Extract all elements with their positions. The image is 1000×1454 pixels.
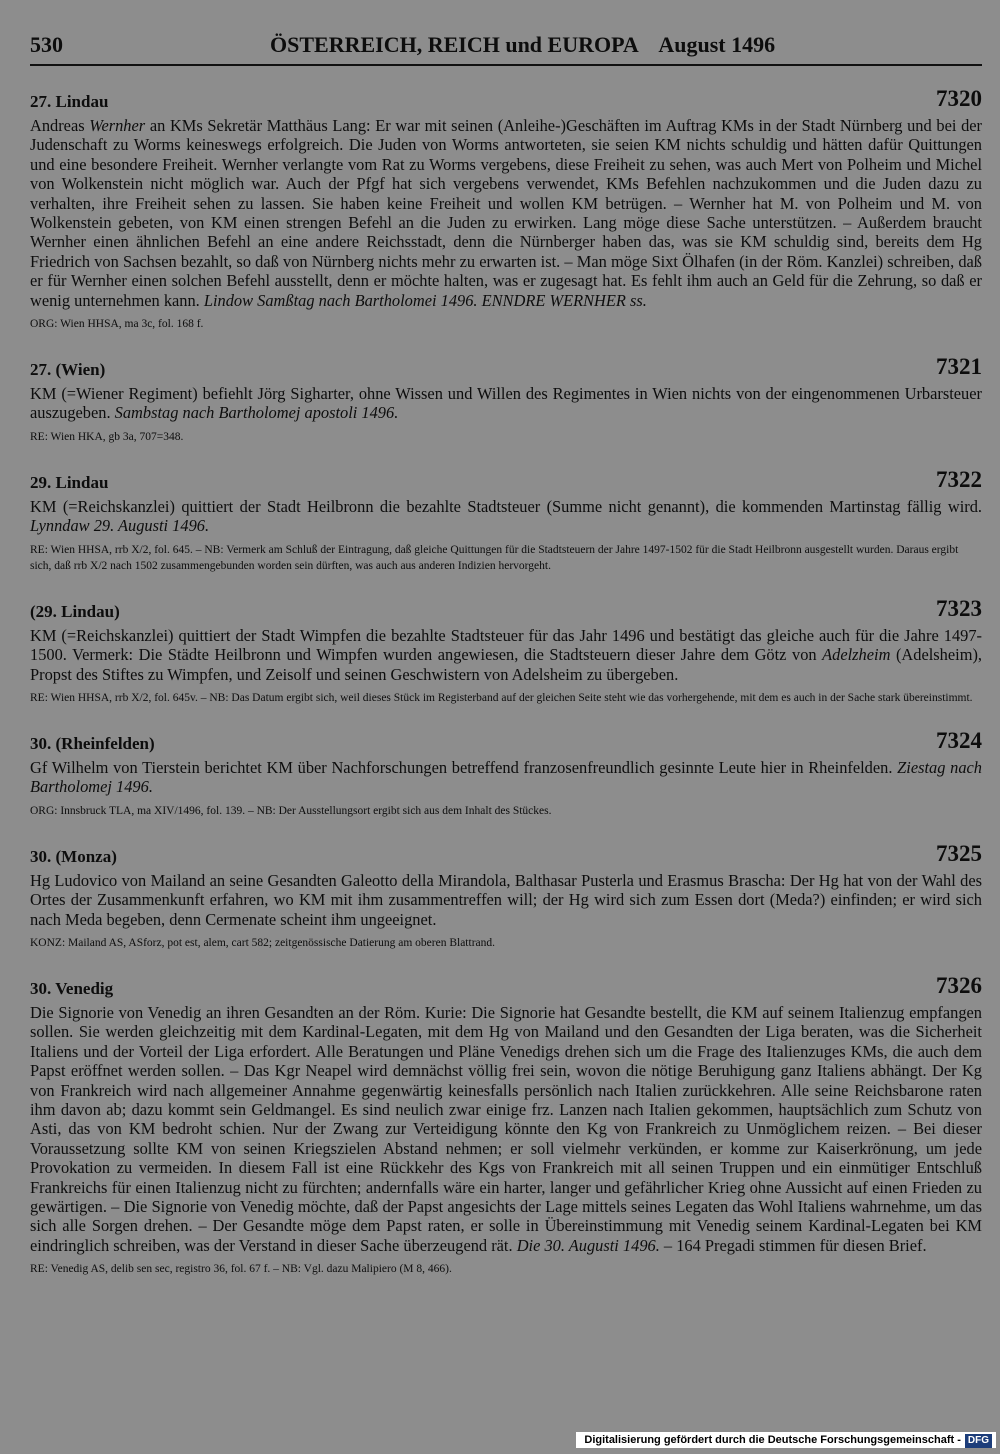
source-note: KONZ: Mailand AS, ASforz, pot est, alem, cart 582; zeitgenössische Datierung am oberen Blattrand. — [30, 936, 495, 949]
entry-heading — [30, 840, 982, 869]
body-text: KM (=Wiener Regiment) befiehlt Jörg Sigharter, ohne Wissen und Willen des Regimentes in Wien nichts von der eingenommenen Urbarsteuer auszugeben. — [30, 384, 982, 423]
body-text: – 164 Pregadi stimmen für diesen Brief. — [659, 1235, 927, 1255]
entry-body — [30, 871, 982, 929]
entries-list — [30, 86, 982, 1303]
page-number: 530 — [30, 32, 63, 57]
entry-date: 30. Venedig — [30, 978, 114, 998]
entry-date: 29. Lindau — [30, 472, 109, 492]
body-text: Gf Wilhelm von Tierstein berichtet KM über Nachforschungen betreffend franzosenfreundlich gesinnte Leute hier in Rheinfelden. — [30, 757, 898, 777]
source-note: RE: Wien HHSA, rrb X/2, fol. 645v. – NB: Das Datum ergibt sich, weil dieses Stück im Registerband auf der gleichen Seite steht wie das vorhergehende, mit dem es auch in der Sache stark übereinstimmt. — [30, 691, 973, 704]
source-note: RE: Venedig AS, delib sen sec, registro 36, fol. 67 f. – NB: Vgl. dazu Malipiero (M 8, 466). — [30, 1263, 452, 1276]
entry-heading — [30, 727, 982, 756]
person-name: Wernher — [89, 116, 146, 135]
dating-formula: Die 30. Augusti 1496. — [516, 1235, 660, 1255]
entry-date: 27. Lindau — [30, 92, 109, 111]
entry-date: 30. (Rheinfelden) — [30, 733, 155, 753]
body-text: an KMs Sekretär Matthäus Lang: Er war mit seinen (Anleihe-)Geschäften im Auftrag KMs in der Stadt Nürnberg und bei der Judenschaft zu Worms keineswegs erfolgreich. Die Juden von Worms antworteten, sie seien KM nichts schuldig und hätten dafür Quittungen und eine besondere Freiheit. Wernher verlangte vom Rat zu Worms vergebens, diese Freiheit zu sehen, was auch Mert von Polheim und Michel von Wolkenstein nicht möglich war. Auch der Pfgf hat sich vergebens verwendet, KMs Befehlen nachzukommen und die Juden dazu zu verhalten, ihre Freiheit sehen zu lassen. Sie haben keine Freiheit und wollen KM betrügen. – Wernher hat M. von Polheim und M. von Wolkenstein gebeten, von KM einen strengen Befehl an die Juden zu erwirken. Lang möge diese Sache unterstützen. – Außerdem braucht Wernher einen ähnlichen Befehl an eine andere Reichsstadt, denn die Nürnberger haben das, was sie KM schuldig sind, bereits dem Hg Friedrich von Sachsen bezahlt, so daß von Nürnberg nichts mehr zu erwarten ist. – Man möge Sixt Ölhafen (in der Röm. Kanzlei) schreiben, daß er für Wernher einen solchen Befehl ausstellt, denn er möchte halten, was er zugesagt hat. Es fehlt ihm auch an Geld für die Zehrung, so daß er wenig unternehmen kann. — [30, 116, 982, 310]
entry-7322 — [30, 466, 982, 574]
entry-body — [30, 384, 982, 423]
entry-number: 7324 — [936, 727, 982, 753]
body-text: Andreas — [30, 116, 90, 135]
entry-number: 7325 — [936, 840, 982, 866]
entry-heading — [30, 354, 982, 382]
page-header — [30, 30, 982, 66]
entry-7320 — [30, 86, 982, 332]
entry-date: 27. (Wien) — [30, 360, 106, 380]
dating-formula: Lindow Samßtag nach Bartholomei 1496. ENNDRE WERNHER ss. — [203, 290, 647, 310]
entry-7326 — [30, 972, 982, 1277]
entry-body — [30, 116, 982, 310]
entry-body — [30, 497, 982, 536]
dating-formula: Sambstag nach Bartholomej apostoli 1496. — [114, 403, 399, 423]
entry-number: 7320 — [936, 86, 982, 111]
body-text: KM (=Reichskanzlei) quittiert der Stadt Wimpfen die bezahlte Stadtsteuer für das Jahr 1496 und bestätigt das gleiche auch für die Jahre 1497-1500. Vermerk: Die Städte Heilbronn und Wimpfen wurden angewiesen, die Stadtsteuern dieser Jahre dem Götz von — [30, 625, 982, 665]
entry-heading — [30, 595, 982, 624]
entry-7321 — [30, 354, 982, 445]
body-text: Hg Ludovico von Mailand an seine Gesandten Galeotto della Mirandola, Balthasar Pusterla und Erasmus Brascha: Der Hg hat von der Wahl des Ortes der Zusammenkunft erfahren, wo KM mit ihm zusammentreffen will; der Hg wird sich zum Essen dort (Meda?) einfinden; er wird sich nach Meda begeben, denn Cermenate scheint ihm ungeeignet. — [30, 870, 982, 929]
entry-number: 7326 — [936, 972, 982, 998]
source-note: ORG: Wien HHSA, ma 3c, fol. 168 f. — [30, 318, 204, 331]
entry-body — [30, 626, 982, 684]
dating-formula: Lynndaw 29. Augusti 1496. — [30, 516, 210, 536]
footer-text: Digitalisierung gefördert durch die Deutsche Forschungsgemeinschaft - — [584, 1434, 961, 1446]
body-text: (Adelsheim), Propst des Stiftes zu Wimpfen, und Zeisolf und seinen Geschwistern von Adelsheim zu übergeben. — [30, 645, 982, 684]
entry-heading — [30, 466, 982, 495]
body-text: KM (=Reichskanzlei) quittiert der Stadt Heilbronn die bezahlte Stadtsteuer (Summe nicht genannt), die kommenden Martinstag fällig wird. — [30, 496, 982, 516]
entry-body — [30, 1003, 982, 1255]
entry-body — [30, 758, 982, 797]
body-text: Die Signorie von Venedig an ihren Gesandten an der Röm. Kurie: Die Signorie hat Gesandte bestellt, die KM auf seinem Italienzug empfangen sollen. Sie werden gleichzeitig mit dem Kardinal-Legaten, mit dem Hg von Mailand und den Gesandten der Liga beraten, was die Sicherheit Italiens und der Vorteil der Liga erfordert. Alle Beratungen und Pläne Venedigs drehen sich um die Frage des Italienzuges KMs, die auch dem Papst eröffnet werden sollen. – Das Kgr Neapel wird demnächst völlig frei sein, wovon die nötige Beruhigung ganz Italiens abhängt. Der Kg von Frankreich wird nach allgemeiner Annahme gegenwärtig keinesfalls persönlich nach Italien zurückkehren. Alle seine Reichsbarone raten ihm davon ab; dazu kommt sein Geldmangel. Es sind neulich zwar einige frz. Lanzen nach Italien gekommen, hauptsächlich zum Schutz von Asti, das von KM bedroht schien. Nur der Zwang zur Verteidigung könnte den Kg von Frankreich zu Unmöglichem reizen. – Bei dieser Voraussetzung sollte KM von seinen Kriegszielen Abstand nehmen; er soll vielmehr verkünden, er komme zur Kaiserkrönung, um jede Provokation zu vermeiden. In diesem Fall ist eine Rückkehr des Kgs von Frankreich mit all seinen Truppen und ein einmütiger Entschluß Frankreichs für einen Italienzug nicht zu fürchten; andernfalls wäre ein harter, langer und gefährlicher Krieg ohne Aussicht auf einen Frieden zu gewärtigen. – Die Signorie von Venedig möchte, daß der Papst angesichts der Lage mittels seines Legaten das Wohl Italiens wahrnehme, um das sich alle Sorgen drehen. – Der Gesandte möge dem Papst raten, er solle in Übereinstimmung mit Venedig seinem Kardinal-Legaten bei KM eindringlich schreiben, was der Verstand in dieser Sache überzeugend rät. — [30, 1002, 982, 1255]
entry-heading — [30, 972, 982, 1001]
entry-date: (29. Lindau) — [30, 601, 120, 621]
entry-number: 7321 — [936, 354, 982, 380]
source-note: ORG: Innsbruck TLA, ma XIV/1496, fol. 139. – NB: Der Ausstellungsort ergibt sich aus dem Inhalt des Stückes. — [30, 804, 552, 817]
entry-7323 — [30, 595, 982, 706]
entry-heading — [30, 86, 982, 114]
source-note: RE: Wien HHSA, rrb X/2, fol. 645. – NB: Vermerk am Schluß der Eintragung, daß gleiche Quittungen für die Stadtsteuern der Jahre 1497-1502 für die Stadt Heilbronn ausgestellt wurden. Daraus ergibt sich, daß rrb X/2 nach 1502 zusammengebunden worden sein dürften, was auch aus anderen Indizien hervorgeht. — [30, 543, 959, 572]
running-title: ÖSTERREICH, REICH und EUROPA August 1496 — [270, 32, 776, 57]
dating-formula: Ziestag nach Bartholomej 1496. — [30, 757, 982, 797]
entry-7324 — [30, 727, 982, 819]
entry-7325 — [30, 840, 982, 951]
entry-number: 7322 — [936, 466, 982, 492]
entry-date: 30. (Monza) — [30, 846, 117, 866]
funding-footer — [576, 1432, 996, 1448]
person-name: Adelzheim — [822, 645, 891, 665]
source-note: RE: Wien HKA, gb 3a, 707=348. — [30, 430, 184, 443]
entry-number: 7323 — [936, 595, 982, 621]
dfg-logo: DFG — [965, 1434, 992, 1448]
